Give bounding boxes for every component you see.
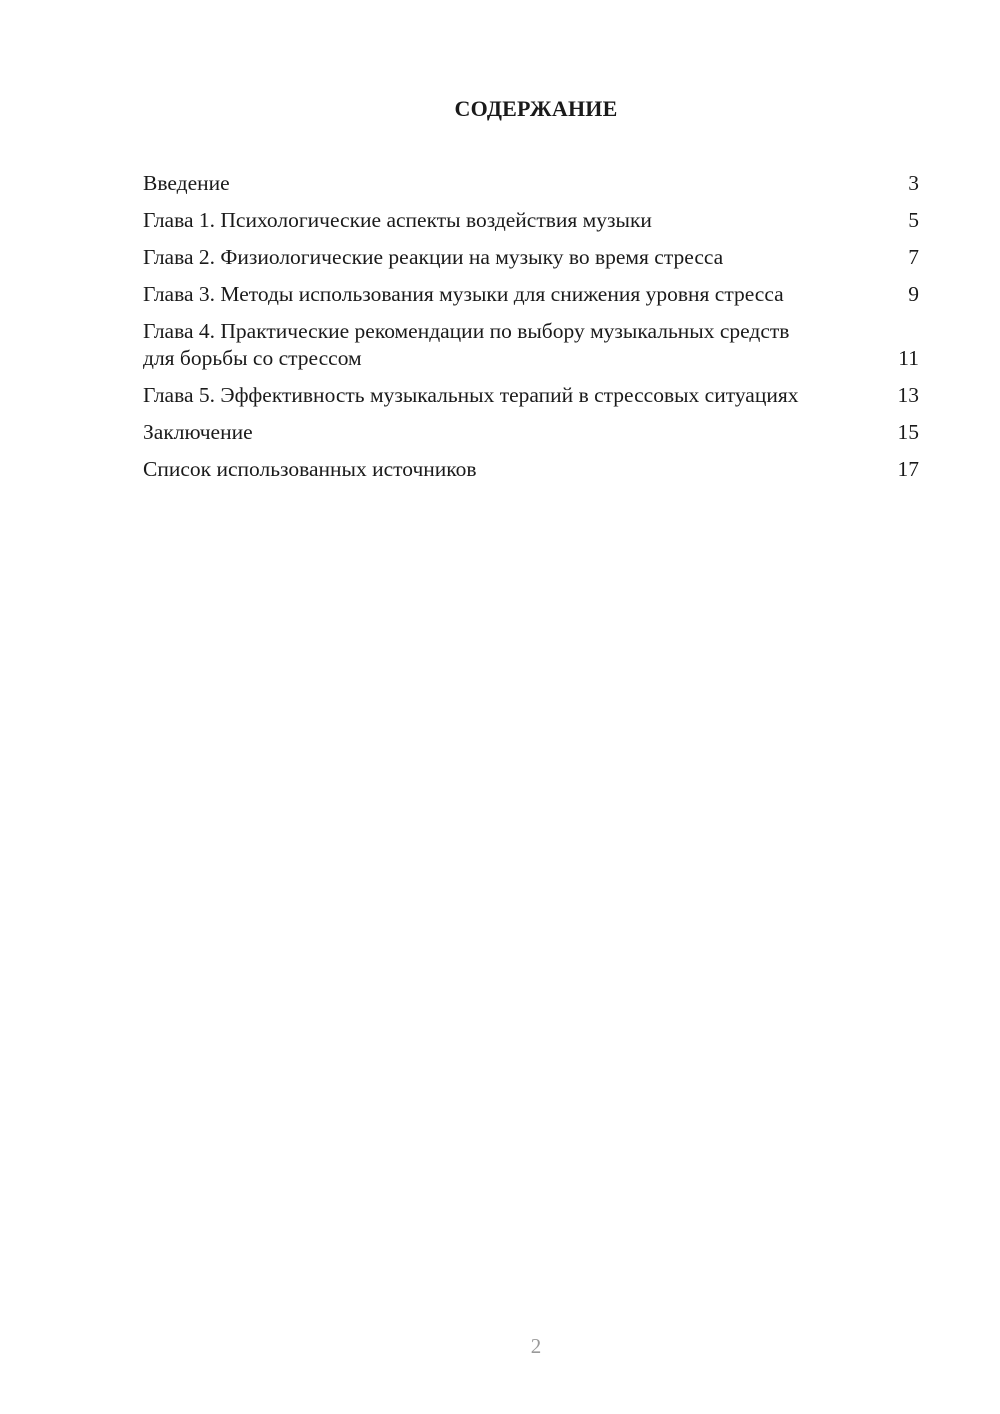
toc-entry-page: 11 (898, 346, 919, 370)
toc-entry-page: 7 (908, 245, 919, 269)
toc-entry-text: Глава 3. Методы использования музыки для снижения уровня стресса (143, 282, 784, 306)
toc-entry-page: 9 (908, 282, 919, 306)
toc-entry-page: 15 (897, 420, 919, 444)
toc-entry-text: Глава 1. Психологические аспекты воздействия музыки (143, 208, 652, 232)
toc-entry-text: Введение (143, 171, 230, 195)
toc-entry-text: Список использованных источников (143, 457, 477, 481)
page-title: СОДЕРЖАНИЕ (454, 96, 618, 121)
toc-entry-chapter-4 (143, 318, 919, 372)
toc-entry-references (143, 456, 919, 483)
toc-entry-text: Заключение (143, 420, 253, 444)
toc-entry-chapter-1 (143, 207, 919, 234)
toc-entry-text: Глава 4. Практические рекомендации по выбору музыкальных средств для борьбы со стрессом (143, 319, 790, 370)
toc-entry-text: Глава 5. Эффективность музыкальных терапий в стрессовых ситуациях (143, 383, 799, 407)
toc-entry-page: 13 (897, 383, 919, 407)
table-of-contents (143, 170, 919, 493)
toc-entry-chapter-5 (143, 382, 919, 409)
toc-entry-conclusion (143, 419, 919, 446)
toc-entry-page: 17 (897, 457, 919, 481)
toc-entry-chapter-3 (143, 281, 919, 308)
toc-entry-introduction (143, 170, 919, 197)
toc-entry-page: 5 (908, 208, 919, 232)
toc-entry-chapter-2 (143, 244, 919, 271)
toc-entry-page: 3 (908, 171, 919, 195)
page-number: 2 (530, 1334, 542, 1358)
toc-entry-text: Глава 2. Физиологические реакции на музыку во время стресса (143, 245, 724, 269)
